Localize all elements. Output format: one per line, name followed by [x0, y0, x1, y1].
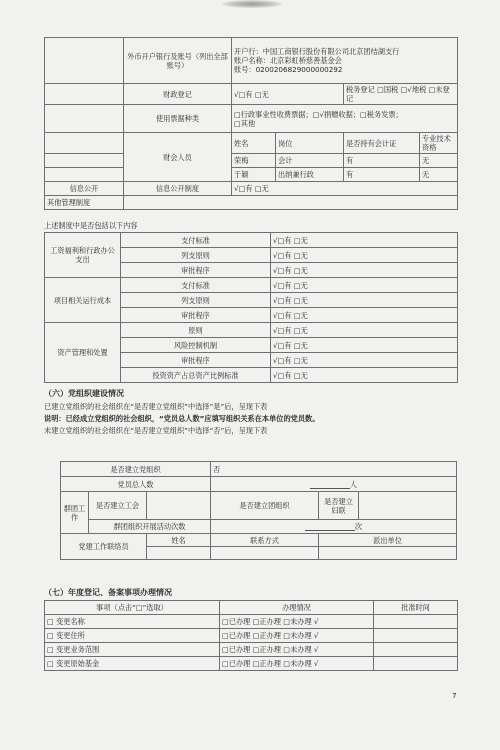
union-a[interactable] [147, 492, 211, 520]
women-a[interactable] [359, 492, 457, 520]
tax-cell [344, 84, 458, 105]
sys-value[interactable]: √□有 □无 [271, 293, 458, 308]
sys-item: 风险控制机制 [121, 338, 271, 353]
tax-label: 税务登记 [346, 85, 375, 94]
acc-cell: 有 [344, 168, 420, 182]
system-note: 上述制度中是否包括以下内容 [44, 221, 138, 230]
activity-count-value[interactable] [211, 520, 457, 534]
sys-item: 列支原则 [121, 248, 271, 263]
a-established[interactable]: 否 [211, 462, 457, 477]
group-name: 工资福利和行政办公支出 [45, 233, 121, 278]
invoice-options[interactable] [232, 105, 458, 133]
annual-header: 事项（点击“□”选取） [45, 601, 220, 615]
annual-date[interactable] [374, 657, 458, 671]
annual-date[interactable] [374, 629, 458, 643]
sys-item: 原则 [121, 323, 271, 338]
annual-item[interactable]: □ 变更住所 [45, 629, 220, 643]
sys-item: 审批程序 [121, 353, 271, 368]
annual-status[interactable]: □已办理 □正办理 □未办理 √ [220, 657, 374, 671]
contact-value[interactable] [211, 547, 319, 560]
system-table [44, 232, 458, 383]
group-work-label: 群团工作 [61, 492, 89, 534]
bank-info [232, 38, 458, 84]
sys-value[interactable]: √□有 □无 [271, 323, 458, 338]
sys-value[interactable]: √□有 □无 [271, 263, 458, 278]
annual-header: 批准时间 [374, 601, 458, 615]
top-info-table [44, 37, 458, 210]
sys-item: 审批程序 [121, 263, 271, 278]
blank-cell [45, 38, 124, 84]
acc-cell: 会计 [276, 154, 344, 168]
member-total-blank[interactable] [310, 480, 350, 489]
member-unit: 人 [349, 479, 358, 489]
acc-cell: 无 [420, 168, 458, 182]
women-q: 是否建立妇联 [319, 492, 359, 520]
annual-date[interactable] [374, 615, 458, 629]
annual-status[interactable]: □已办理 □正办理 □未办理 √ [220, 615, 374, 629]
sys-value[interactable]: √□有 □无 [271, 233, 458, 248]
name-header: 姓名 [147, 534, 211, 547]
other-label: 其他管理制度 [45, 196, 124, 210]
annual-table [44, 600, 458, 671]
party-note: 说明：已经成立党组织的社会组织，“党员总人数”应填写组织关系在本单位的党员数。 [44, 414, 320, 423]
acc-header: 姓名 [232, 133, 276, 154]
sys-value[interactable]: √□有 □无 [271, 338, 458, 353]
disclosure-left: 信息公开 [45, 182, 124, 196]
acc-cell: 荣梅 [232, 154, 276, 168]
sys-value[interactable]: √□有 □无 [271, 368, 458, 383]
liaison-label: 党建工作联络员 [61, 534, 147, 560]
activity-count-blank[interactable] [305, 522, 355, 531]
annual-status[interactable]: □已办理 □正办理 □未办理 √ [220, 629, 374, 643]
sys-value[interactable]: √□有 □无 [271, 248, 458, 263]
acc-header: 是否持有会计证 [344, 133, 420, 154]
member-total-value[interactable] [211, 477, 457, 492]
acc-cell: 无 [420, 154, 458, 168]
annual-item[interactable]: □ 变更原始基金 [45, 657, 220, 671]
league-q: 是否建立团组织 [211, 492, 319, 520]
party-table [60, 461, 457, 560]
annual-status[interactable]: □已办理 □正办理 □未办理 √ [220, 643, 374, 657]
group-name: 资产管理和处置 [45, 323, 121, 383]
sys-value[interactable]: √□有 □无 [271, 278, 458, 293]
union-q: 是否建立工会 [89, 492, 147, 520]
invoice-line: □其他 [234, 118, 256, 128]
disclosure-value[interactable]: √□有 □无 [232, 182, 458, 196]
dispatch-header: 派出单位 [319, 534, 457, 547]
invoice-line: □行政事业性收费票据；□√捐赠收据；□税务发票； [234, 109, 403, 119]
annual-header: 办理情况 [220, 601, 374, 615]
scan-mark [222, 0, 282, 8]
acc-cell: 于颖 [232, 168, 276, 182]
other-value [124, 196, 458, 210]
annual-item[interactable]: □ 变更名称 [45, 615, 220, 629]
party-line: 已建立党组织的社会组织在“是否建立党组织”中选择“是”后，呈现下表 [44, 402, 268, 411]
tax-value[interactable]: □国税 □√地税 □未登记 [346, 85, 450, 103]
bank-label: 外币开户银行及账号（列出全部账号） [124, 38, 232, 84]
acc-header: 岗位 [276, 133, 344, 154]
group-name: 项目相关运行成本 [45, 278, 121, 323]
name-value[interactable] [147, 547, 211, 560]
blank-cell [45, 105, 124, 133]
accounting-label: 财会人员 [124, 133, 232, 182]
sys-item: 审批程序 [121, 308, 271, 323]
blank-cell [45, 84, 124, 105]
blank-cell [45, 168, 124, 182]
fiscal-value[interactable]: √□有 □无 [232, 84, 344, 105]
blank-cell [45, 133, 124, 154]
sys-item: 支付标准 [121, 233, 271, 248]
party-heading: （六）党组织建设情况 [44, 389, 124, 398]
invoice-label: 使用票据种类 [124, 105, 232, 133]
dispatch-value[interactable] [319, 547, 457, 560]
blank-cell [45, 154, 124, 168]
activity-unit: 次 [354, 522, 363, 531]
acc-cell: 出纳兼行政 [276, 168, 344, 182]
activity-count-label: 群团组织开展活动次数 [89, 520, 211, 534]
sys-value[interactable]: √□有 □无 [271, 308, 458, 323]
annual-item[interactable]: □ 变更业务范围 [45, 643, 220, 657]
annual-heading: （七）年度登记、备案事项办理情况 [44, 588, 172, 597]
contact-header: 联系方式 [211, 534, 319, 547]
sys-item: 投资资产占总资产比例标准 [121, 368, 271, 383]
bank-line: 账户名称：北京彩虹桥慈善基金会 [234, 56, 342, 65]
bank-line: 账号：0200206829000000292 [234, 65, 343, 74]
annual-date[interactable] [374, 643, 458, 657]
disclosure-label: 信息公开制度 [124, 182, 232, 196]
sys-item: 支付标准 [121, 278, 271, 293]
sys-value[interactable]: √□有 □无 [271, 353, 458, 368]
sys-item: 列支原则 [121, 293, 271, 308]
acc-cell: 有 [344, 154, 420, 168]
member-total-label: 党员总人数 [61, 477, 211, 492]
page-number: 7 [452, 691, 457, 700]
fiscal-label: 财政登记 [124, 84, 232, 105]
acc-header: 专业技术资格 [420, 133, 458, 154]
bank-line: 开户行：中国工商银行股份有限公司北京团结湖支行 [234, 47, 400, 56]
q-established: 是否建立党组织 [61, 462, 211, 477]
party-line: 未建立党组织的社会组织在“是否建立党组织”中选择“否”后，呈现下表 [44, 426, 268, 435]
